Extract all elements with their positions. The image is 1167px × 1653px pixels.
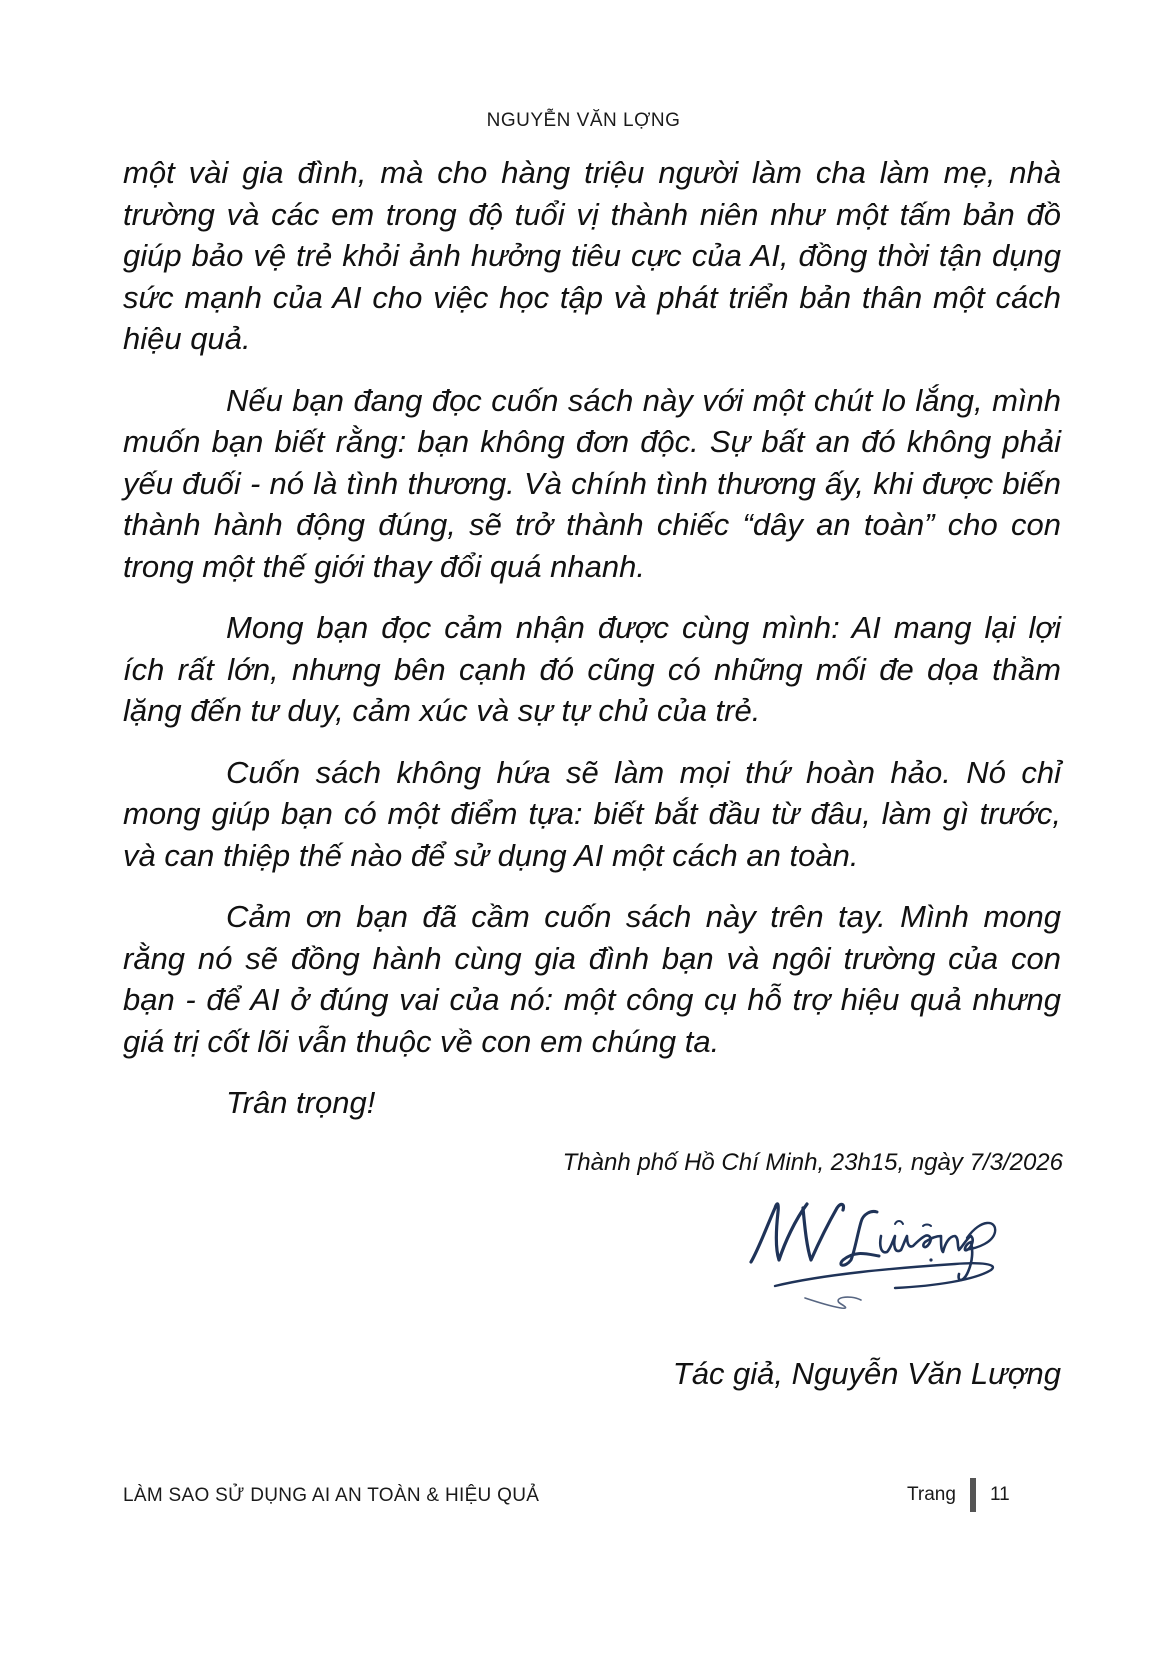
letter-body <box>123 152 1061 1144</box>
footer-page-indicator <box>907 1478 1010 1512</box>
footer-book-title: LÀM SAO SỬ DỤNG AI AN TOÀN & HIỆU QUẢ <box>123 1485 540 1506</box>
author-line: Tác giả, Nguyễn Văn Lượng <box>672 1356 1061 1391</box>
page-label: Trang <box>907 1484 956 1505</box>
paragraph-thanks: Cảm ơn bạn đã cầm cuốn sách này trên tay. Mình mong rằng nó sẽ đồng hành cùng gia đình bạn và ngôi trường của con bạn - để AI ở đúng vai của nó: một công cụ hỗ trợ hiệu quả nhưng giá trị cốt lõi vẫn thuộc về con em chúng ta. <box>123 899 1061 1059</box>
paragraph-continuation: một vài gia đình, mà cho hàng triệu người làm cha làm mẹ, nhà trường và các em trong độ tuổi vị thành niên như một tấm bản đồ giúp bảo vệ trẻ khỏi ảnh hưởng tiêu cực của AI, đồng thời tận dụng sức mạnh của AI cho việc học tập và phát triển bản thân một cách hiệu quả. <box>123 155 1061 356</box>
paragraph-benefits-threats: Mong bạn đọc cảm nhận được cùng mình: AI mang lại lợi ích rất lớn, nhưng bên cạnh đó cũng có những mối đe dọa thầm lặng đến tư duy, cảm xúc và sự tự chủ của trẻ. <box>123 610 1061 728</box>
closing-regards: Trân trọng! <box>226 1085 376 1120</box>
paragraph-worry: Nếu bạn đang đọc cuốn sách này với một chút lo lắng, mình muốn bạn biết rằng: bạn không đơn độc. Sự bất an đó không phải yếu đuối - nó là tình thương. Và chính tình thương ấy, khi được biến thành hành động đúng, sẽ trở thành chiếc “dây an toàn” cho con trong một thế giới thay đổi quá nhanh. <box>123 382 1061 584</box>
place-date: Thành phố Hồ Chí Minh, 23h15, ngày 7/3/2026 <box>562 1149 1063 1176</box>
running-header-author: NGUYỄN VĂN LỢNG <box>486 110 681 131</box>
author-signature <box>745 1190 1007 1322</box>
page-separator <box>970 1478 976 1512</box>
page-number: 11 <box>989 1484 1010 1505</box>
paragraph-promise: Cuốn sách không hứa sẽ làm mọi thứ hoàn hảo. Nó chỉ mong giúp bạn có một điểm tựa: biết bắt đầu từ đâu, làm gì trước, và can thiệp thế nào để sử dụng AI một cách an toàn. <box>123 754 1061 873</box>
